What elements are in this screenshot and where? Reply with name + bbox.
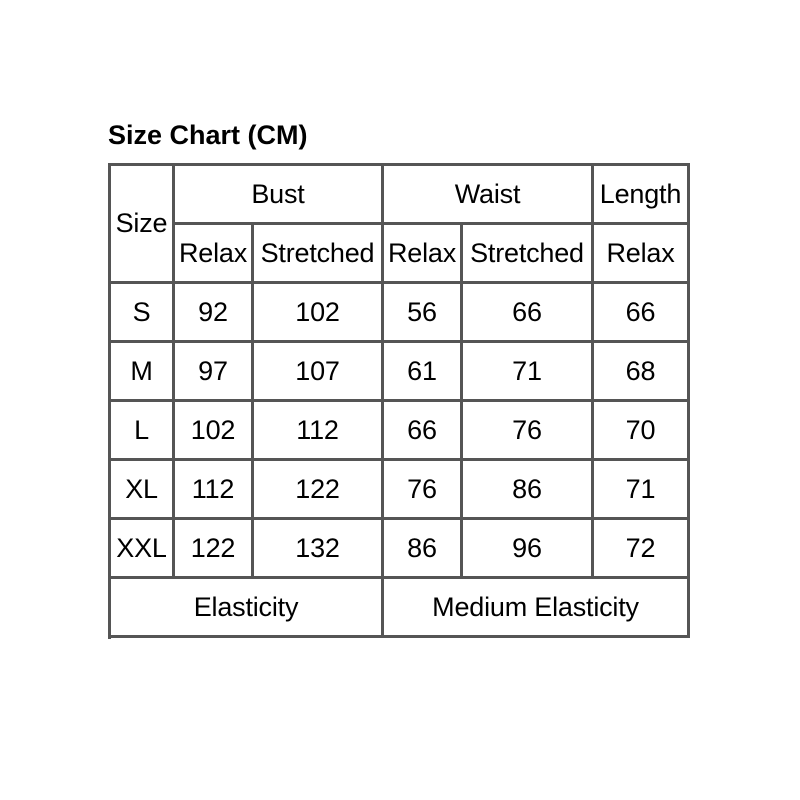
table-cell: 76 (463, 402, 594, 461)
table-cell: 71 (463, 343, 594, 402)
table-cell: 92 (175, 284, 254, 343)
waist-relax-subheader: Relax (384, 225, 463, 284)
page-title: Size Chart (CM) (108, 120, 308, 150)
table-cell: 70 (594, 402, 690, 461)
size-chart-table (108, 163, 690, 639)
table-cell: 102 (254, 284, 384, 343)
waist-stretched-subheader: Stretched (463, 225, 594, 284)
table-cell: 112 (175, 461, 254, 520)
bust-stretched-subheader: Stretched (254, 225, 384, 284)
bust-relax-subheader: Relax (175, 225, 254, 284)
length-column-header: Length (594, 166, 690, 225)
table-cell: 86 (463, 461, 594, 520)
elasticity-label: Elasticity (111, 579, 384, 638)
size-column-header: Size (111, 166, 175, 284)
table-cell: 71 (594, 461, 690, 520)
bust-column-header: Bust (175, 166, 384, 225)
table-cell: 96 (463, 520, 594, 579)
table-cell: 72 (594, 520, 690, 579)
table-cell: 102 (175, 402, 254, 461)
table-cell: 107 (254, 343, 384, 402)
table-cell: 68 (594, 343, 690, 402)
table-cell: 86 (384, 520, 463, 579)
table-cell: 66 (594, 284, 690, 343)
table-cell: 132 (254, 520, 384, 579)
table-cell: 122 (175, 520, 254, 579)
table-row-size: XXL (111, 520, 175, 579)
table-cell: 97 (175, 343, 254, 402)
elasticity-value: Medium Elasticity (384, 579, 690, 638)
table-cell: 122 (254, 461, 384, 520)
table-cell: 112 (254, 402, 384, 461)
table-row-size: M (111, 343, 175, 402)
table-cell: 76 (384, 461, 463, 520)
table-row-size: XL (111, 461, 175, 520)
table-row-size: L (111, 402, 175, 461)
waist-column-header: Waist (384, 166, 594, 225)
table-cell: 61 (384, 343, 463, 402)
table-row-size: S (111, 284, 175, 343)
table-cell: 66 (384, 402, 463, 461)
table-cell: 66 (463, 284, 594, 343)
table-cell: 56 (384, 284, 463, 343)
length-relax-subheader: Relax (594, 225, 690, 284)
